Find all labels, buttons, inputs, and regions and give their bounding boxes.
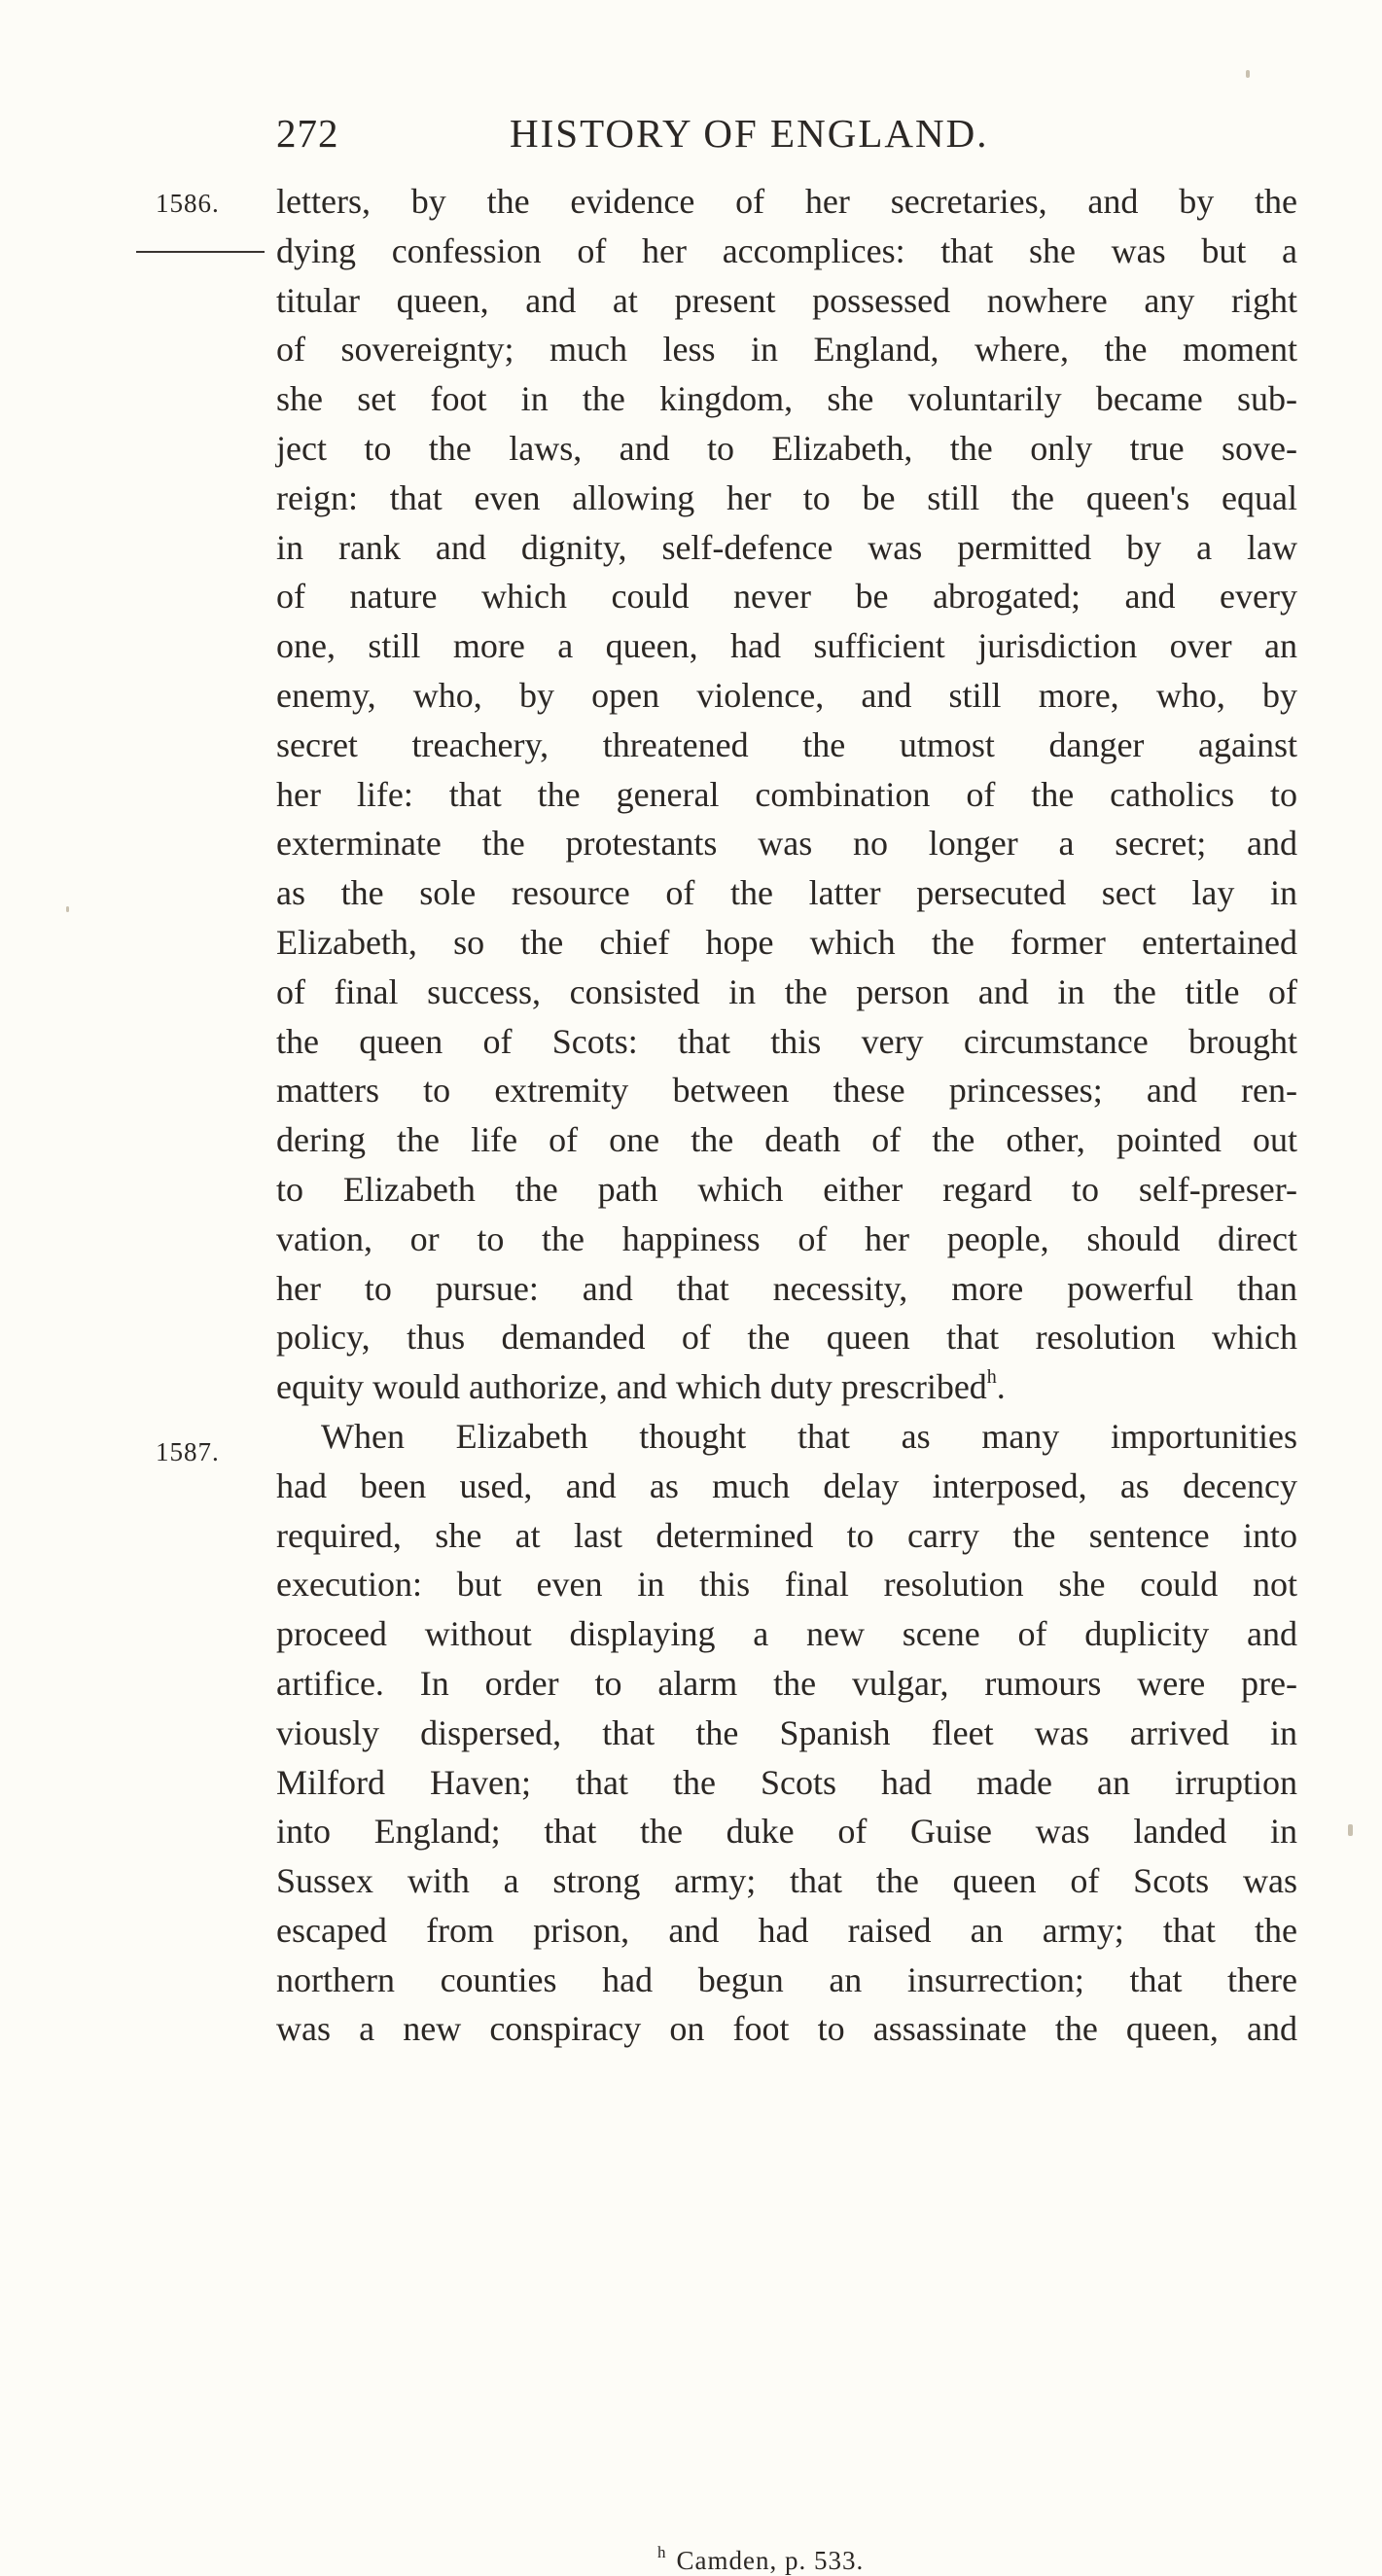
text-line-content: equity would authorize, and which duty prescribed <box>276 1367 987 1407</box>
text-line: reign: that even allowing her to be still the queen's equal <box>276 477 1297 517</box>
margin-year-1587: 1587. <box>156 1437 220 1466</box>
text-line: execution: but even in this final resolution she could not <box>276 1565 1297 1605</box>
text-line: of sovereignty; much less in England, where, the moment <box>276 330 1297 370</box>
margin-rule <box>136 251 265 253</box>
margin-year-1586: 1586. <box>156 189 220 218</box>
text-line: ject to the laws, and to Elizabeth, the only true sove- <box>276 428 1297 468</box>
text-line: viously dispersed, that the Spanish fleet was arrived in <box>276 1712 1297 1752</box>
text-line: vation, or to the happiness of her people, should direct <box>276 1218 1297 1258</box>
text-line: in rank and dignity, self-defence was permitted by a law <box>276 527 1297 567</box>
text-line: northern counties had begun an insurrection; that there <box>276 1959 1297 1999</box>
text-line: policy, thus demanded of the queen that resolution which <box>276 1318 1297 1358</box>
text-line: matters to extremity between these princesses; and ren- <box>276 1071 1297 1111</box>
text-line: escaped from prison, and had raised an army; that the <box>276 1910 1297 1950</box>
text-line: letters, by the evidence of her secretaries, and by the <box>276 182 1297 221</box>
page-number: 272 <box>276 111 339 156</box>
text-line: Sussex with a strong army; that the queen of Scots was <box>276 1861 1297 1901</box>
page-header <box>276 109 1083 158</box>
paper-speck <box>1348 1824 1353 1836</box>
footnote-text: Camden, p. 533. <box>676 2546 865 2575</box>
body-text <box>276 177 1297 2054</box>
text-line: dying confession of her accomplices: that she was but a <box>276 230 1297 270</box>
text-line: Elizabeth, so the chief hope which the former entertained <box>276 922 1297 962</box>
text-line: exterminate the protestants was no longer a secret; and <box>276 824 1297 864</box>
text-line: secret treachery, threatened the utmost danger against <box>276 724 1297 764</box>
text-line: her life: that the general combination of the catholics to <box>276 774 1297 814</box>
footnote-marker: h <box>657 2543 667 2561</box>
text-line: into England; that the duke of Guise was landed in <box>276 1812 1297 1852</box>
text-line: the queen of Scots: that this very circumstance brought <box>276 1021 1297 1061</box>
text-line: her to pursue: and that necessity, more powerful than <box>276 1268 1297 1308</box>
text-line: had been used, and as much delay interposed, as decency <box>276 1465 1297 1505</box>
text-line: to Elizabeth the path which either regard to self-preser- <box>276 1169 1297 1209</box>
text-line: of nature which could never be abrogated; and every <box>276 577 1297 617</box>
paper-speck <box>66 906 69 912</box>
running-title: HISTORY OF ENGLAND. <box>510 111 989 156</box>
text-line-paragraph-start: When Elizabeth thought that as many importunities <box>321 1416 1297 1456</box>
text-line: dering the life of one the death of the other, pointed out <box>276 1120 1297 1160</box>
text-line: of final success, consisted in the person and in the title of <box>276 971 1297 1011</box>
text-line-paragraph-end <box>276 1362 1297 1412</box>
paper-speck <box>1246 70 1250 78</box>
text-line: as the sole resource of the latter persecuted sect lay in <box>276 873 1297 913</box>
sentence-end: . <box>996 1367 1006 1407</box>
text-line: Milford Haven; that the Scots had made an irruption <box>276 1762 1297 1802</box>
text-line: enemy, who, by open violence, and still more, who, by <box>276 675 1297 715</box>
text-line: titular queen, and at present possessed nowhere any right <box>276 280 1297 320</box>
footnote-reference: h <box>986 1366 997 1389</box>
text-line: was a new conspiracy on foot to assassinate the queen, and <box>276 2009 1297 2049</box>
text-line: one, still more a queen, had sufficient jurisdiction over an <box>276 626 1297 666</box>
text-line: required, she at last determined to carry the sentence into <box>276 1515 1297 1555</box>
footnote <box>657 2543 865 2576</box>
text-line: proceed without displaying a new scene of duplicity and <box>276 1614 1297 1654</box>
text-line: she set foot in the kingdom, she voluntarily became sub- <box>276 379 1297 419</box>
text-line: artifice. In order to alarm the vulgar, rumours were pre- <box>276 1663 1297 1703</box>
